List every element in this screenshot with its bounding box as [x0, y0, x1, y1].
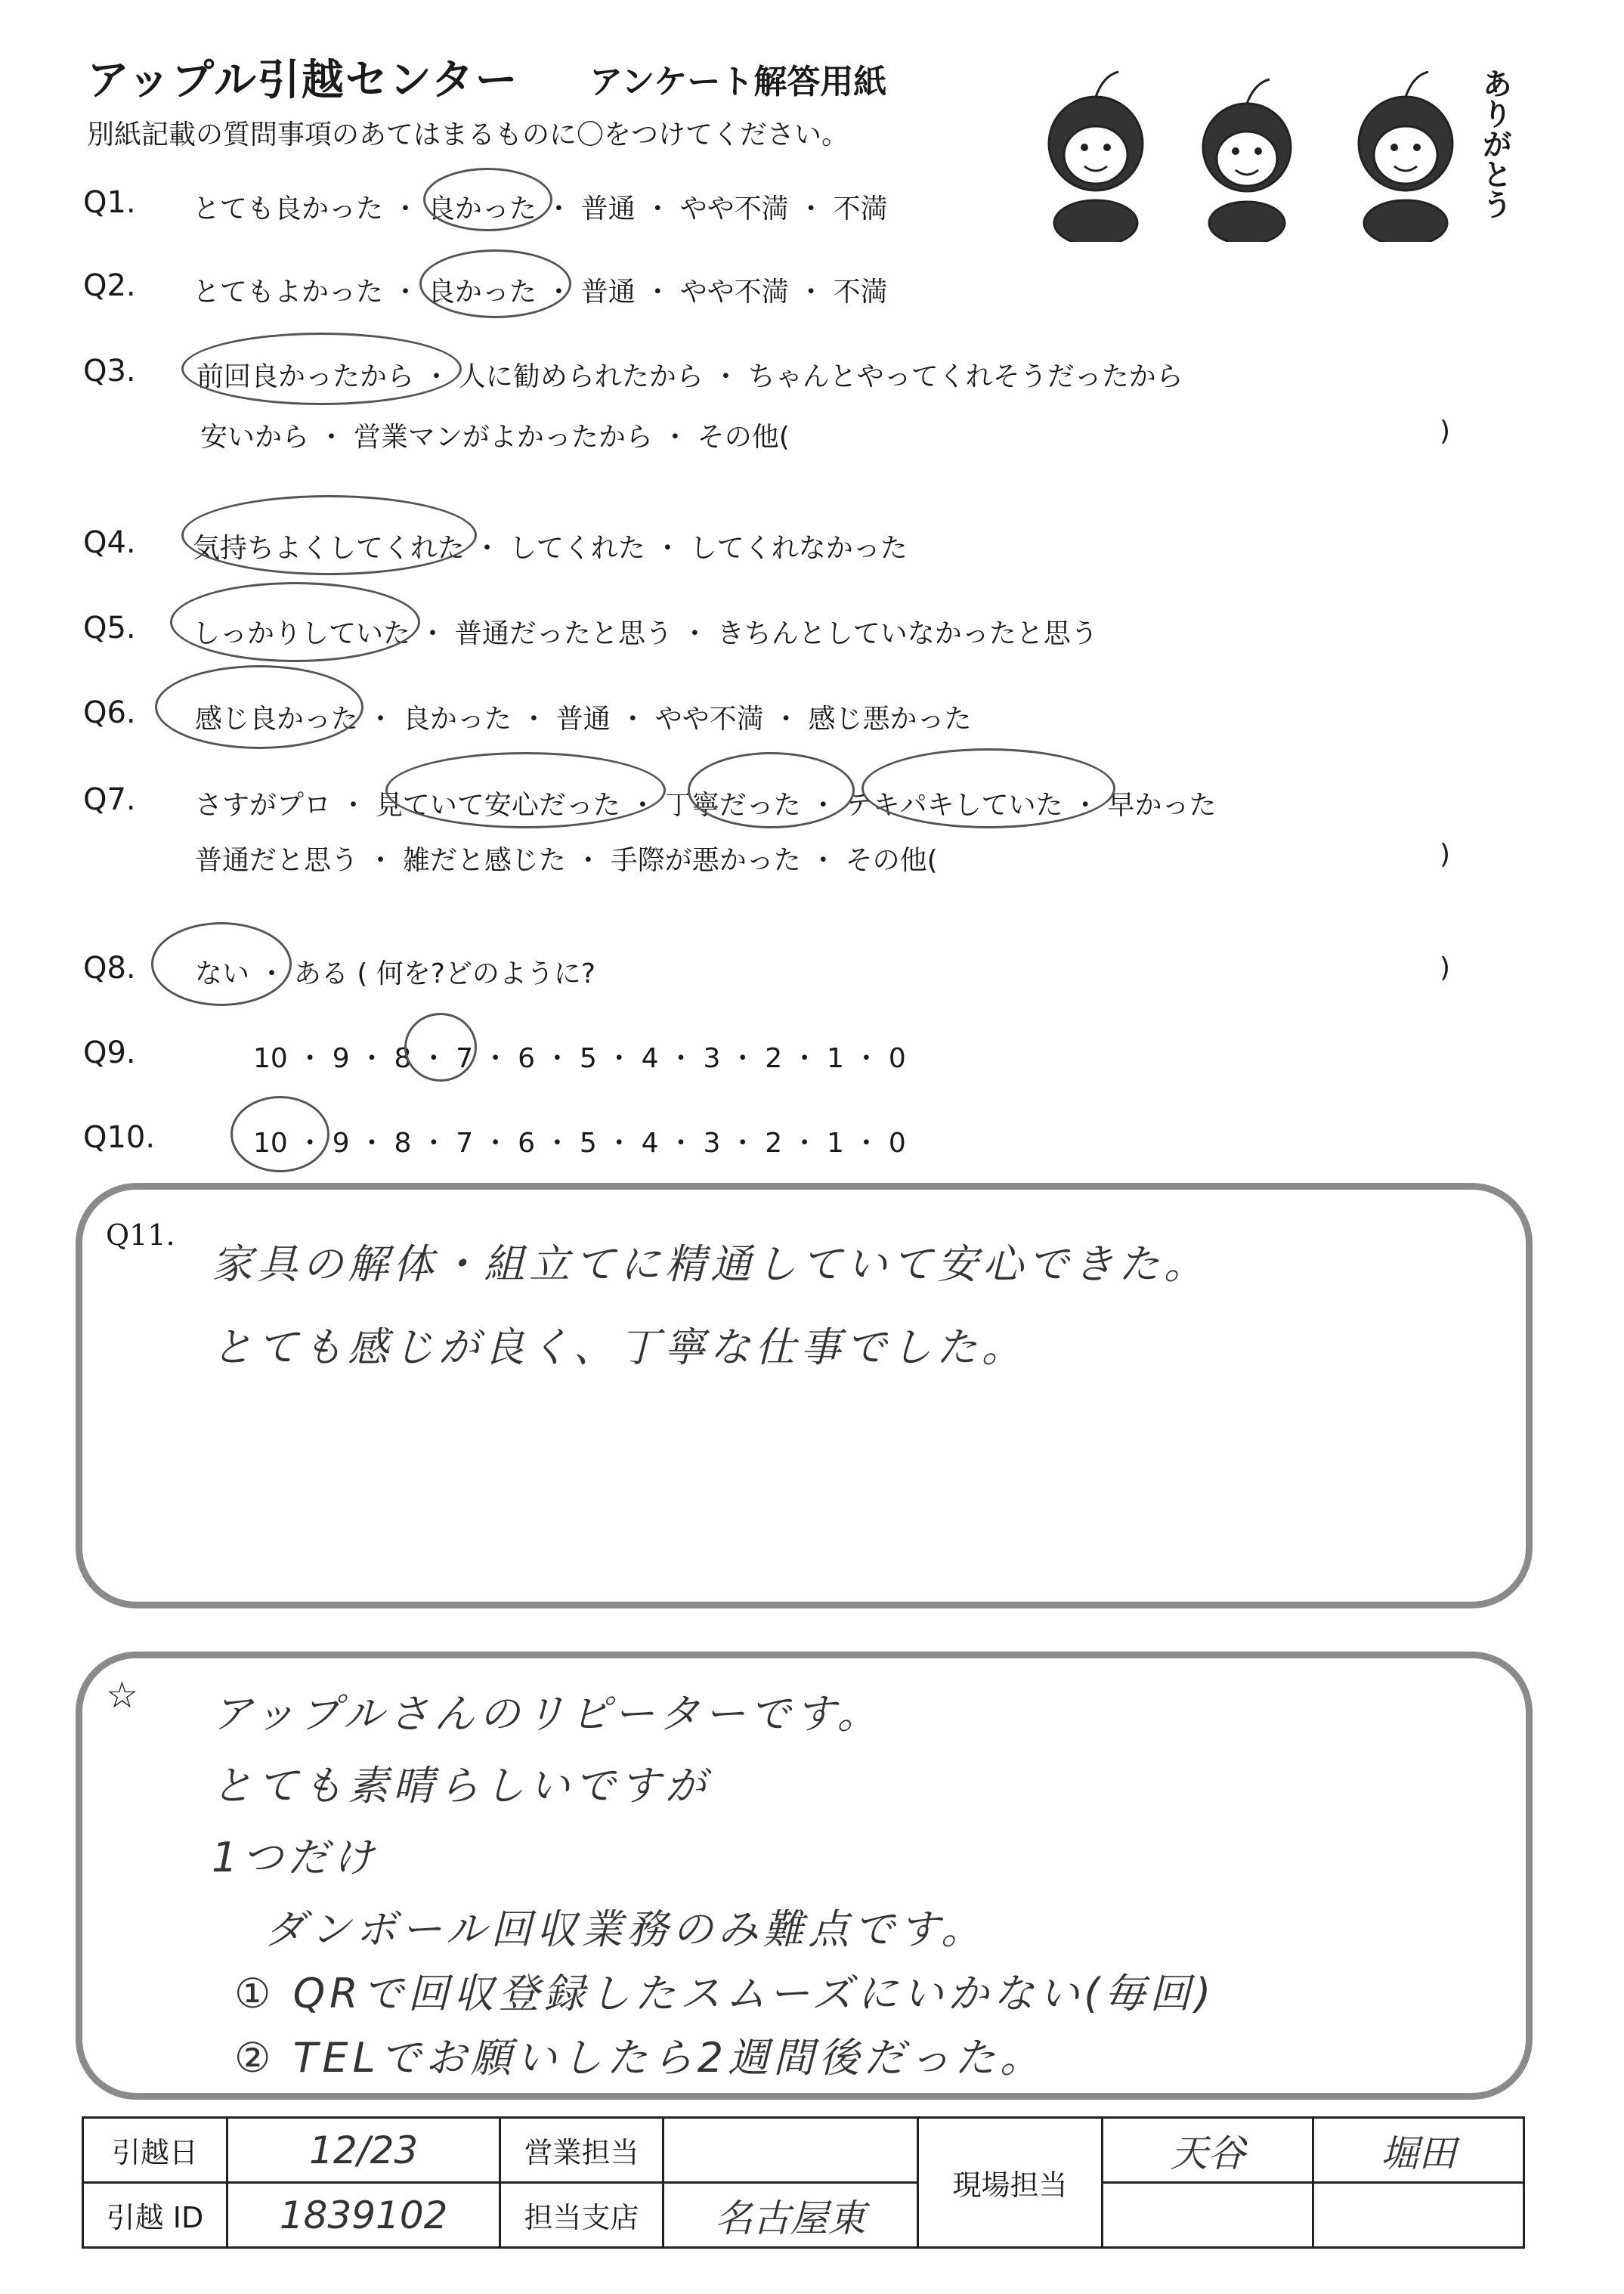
- sales-staff-value: [663, 2118, 917, 2183]
- form-title: アンケート解答用紙: [589, 63, 887, 101]
- q7-options-line1: さすがプロ ・ 見ていて安心だった ・ 丁寧だった ・ テキパキしていた ・ 早かった: [195, 790, 1217, 821]
- site-staff-2: 堀田: [1313, 2118, 1524, 2183]
- q10-label: Q10.: [83, 1120, 156, 1155]
- q11-comment-line: 家具の解体・組立てに精通していて安心できた。: [212, 1240, 1209, 1288]
- q9-label: Q9.: [83, 1036, 136, 1070]
- free-comment-line: 1つだけ: [212, 1834, 379, 1881]
- free-comment-line: ① QRで回収登録したスムーズにいかない(毎回): [234, 1970, 1216, 2017]
- answer-circle-mark: [155, 665, 363, 749]
- site-staff-empty-cell: [1313, 2183, 1524, 2248]
- q11-comment-line: とても感じが良く、丁寧な仕事でした。: [212, 1323, 1027, 1371]
- q2-label: Q2.: [83, 268, 136, 303]
- site-staff-empty-cell: [1103, 2183, 1313, 2248]
- q3-options-line2: 安いから ・ 営業マンがよかったから ・ その他(: [200, 422, 790, 453]
- branch-label: 担当支店: [500, 2183, 663, 2248]
- answer-circle-mark: [181, 495, 477, 575]
- q5-label: Q5.: [83, 611, 136, 645]
- q4-label: Q4.: [83, 525, 136, 560]
- q3-label: Q3.: [83, 354, 136, 389]
- q8-close-paren: ): [1440, 952, 1451, 983]
- monkey-mascot-illustration: [998, 60, 1527, 242]
- move-date-value: 12/23: [227, 2118, 500, 2183]
- answer-circle-mark: [688, 752, 855, 828]
- q4-options: 気持ちよくしてくれた ・ してくれた ・ してくれなかった: [193, 533, 908, 564]
- answer-circle-mark: [230, 1096, 329, 1172]
- q1-label: Q1.: [83, 185, 136, 220]
- q3-close-paren: ): [1440, 416, 1451, 447]
- answer-circle-mark: [861, 748, 1115, 828]
- free-comment-line: ② TELでお願いしたら2週間後だった。: [234, 2034, 1046, 2082]
- free-comment-line: アップルさんのリピーターです。: [212, 1690, 883, 1738]
- move-info-table: [82, 2116, 1525, 2249]
- q7-label: Q7.: [83, 782, 136, 817]
- q5-options: しっかりしていた ・ 普通だったと思う ・ きちんとしていなかったと思う: [193, 618, 1098, 649]
- answer-circle-mark: [170, 582, 420, 662]
- answer-circle-mark: [181, 333, 462, 405]
- q11-label: Q11.: [106, 1218, 175, 1252]
- move-date-label: 引越日: [83, 2118, 227, 2183]
- instruction-text: 別紙記載の質問事項のあてはまるものに〇をつけてください。: [87, 119, 849, 150]
- answer-circle-mark: [423, 168, 552, 231]
- site-staff-1: 天谷: [1103, 2118, 1313, 2183]
- branch-value: 名古屋東: [663, 2183, 917, 2248]
- free-comment-line: ダンボール回収業務のみ難点です。: [264, 1905, 987, 1953]
- company-title: アップル引越センター: [87, 56, 519, 105]
- q9-scale: 10 ・ 9 ・ 8 ・ 7 ・ 6 ・ 5 ・ 4 ・ 3 ・ 2 ・ 1 ・ 0: [253, 1043, 906, 1074]
- move-id-label: 引越 ID: [83, 2183, 227, 2248]
- answer-circle-mark: [404, 1013, 477, 1082]
- q3-options-line1: 前回良かったから ・ 人に勧められたから ・ ちゃんとやってくれそうだったから: [196, 361, 1183, 392]
- q1-options: とても良かった ・ 良かった ・ 普通 ・ やや不満 ・ 不満: [193, 193, 888, 224]
- q10-scale: 10 ・ 9 ・ 8 ・ 7 ・ 6 ・ 5 ・ 4 ・ 3 ・ 2 ・ 1 ・ 0: [253, 1128, 906, 1159]
- sales-staff-label: 営業担当: [500, 2118, 663, 2183]
- free-comment-line: とても素晴らしいですが: [212, 1762, 710, 1810]
- answer-circle-mark: [385, 752, 666, 828]
- q7-close-paren: ): [1440, 839, 1451, 870]
- mascot-thanks-text: ありがとう: [1477, 68, 1512, 219]
- answer-circle-mark: [151, 922, 292, 1006]
- q6-options: 感じ良かった ・ 良かった ・ 普通 ・ やや不満 ・ 感じ悪かった: [195, 704, 972, 735]
- site-staff-label: 現場担当: [917, 2118, 1102, 2248]
- answer-circle-mark: [419, 249, 571, 318]
- q2-options: とてもよかった ・ 良かった ・ 普通 ・ やや不満 ・ 不満: [193, 277, 888, 308]
- q8-options: ない ・ ある ( 何を?どのように?: [195, 958, 596, 989]
- q8-label: Q8.: [83, 951, 136, 986]
- star-icon: ☆: [106, 1674, 139, 1717]
- q7-options-line2: 普通だと思う ・ 雑だと感じた ・ 手際が悪かった ・ その他(: [195, 845, 938, 876]
- move-id-value: 1839102: [227, 2183, 500, 2248]
- q6-label: Q6.: [83, 695, 136, 730]
